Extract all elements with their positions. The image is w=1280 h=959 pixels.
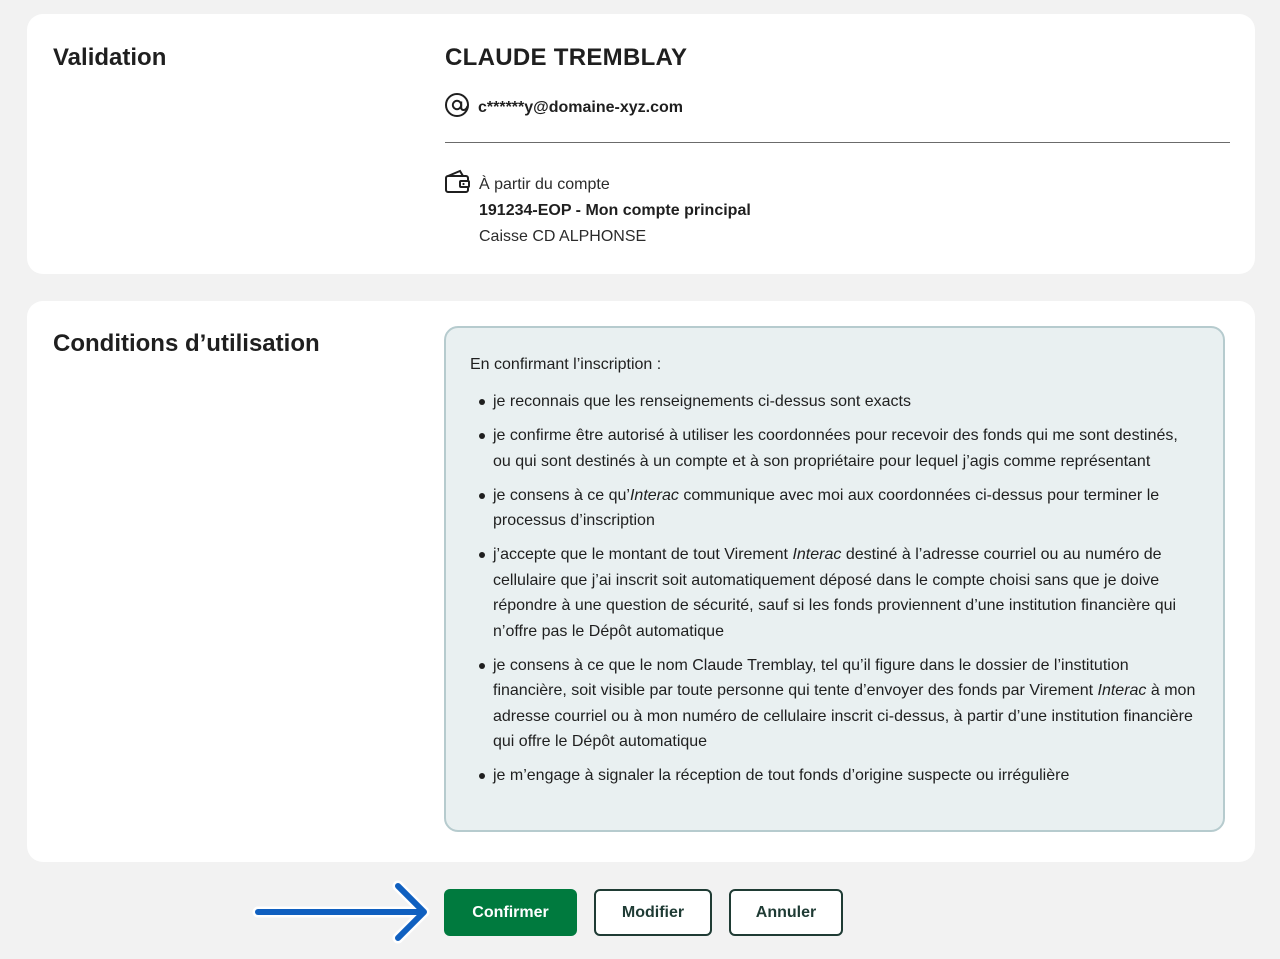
- validation-card: [27, 14, 1255, 274]
- arrow-right-icon: [250, 880, 440, 944]
- terms-item: je m’engage à signaler la réception de tout fonds d’origine suspecte ou irrégulière: [470, 763, 1199, 789]
- email-row: [444, 92, 683, 123]
- divider: [445, 142, 1230, 143]
- at-sign-icon: [444, 92, 470, 123]
- modify-button[interactable]: Modifier: [594, 889, 712, 936]
- terms-box: [444, 326, 1225, 832]
- confirm-button[interactable]: Confirmer: [444, 889, 577, 936]
- terms-item: j’accepte que le montant de tout Virement Interac destiné à l’adresse courriel ou au numéro de cellulaire que j’ai inscrit soit automatiquement déposé dans le compte choisi sans que je doive répondre à une question de sécurité, sauf si les fonds proviennent d’une institution financière qui n’offre pas le Dépôt automatique: [470, 542, 1199, 644]
- conditions-card: [27, 301, 1255, 862]
- account-caisse: Caisse CD ALPHONSE: [479, 228, 647, 245]
- terms-item: je confirme être autorisé à utiliser les coordonnées pour recevoir des fonds qui me sont destinés, ou qui sont destinés à un compte et à son propriétaire pour lequel j’agis comme représentant: [470, 423, 1199, 474]
- interac-brand: Interac: [629, 486, 679, 504]
- terms-intro: En confirmant l’inscription :: [470, 356, 662, 373]
- terms-list: [470, 389, 1199, 789]
- cancel-button[interactable]: Annuler: [729, 889, 843, 936]
- from-account-label: À partir du compte: [479, 175, 610, 193]
- recipient-email: c******y@domaine-xyz.com: [478, 98, 684, 116]
- terms-item: je consens à ce qu’Interac communique avec moi aux coordonnées ci-dessus pour terminer le processus d’inscription: [470, 483, 1199, 534]
- wallet-icon: [444, 169, 472, 200]
- terms-item: je reconnais que les renseignements ci-dessus sont exacts: [470, 389, 1199, 415]
- recipient-name: CLAUDE TREMBLAY: [445, 44, 688, 71]
- interac-brand: Interac: [792, 546, 842, 563]
- account-row: [444, 169, 610, 200]
- account-name: 191234-EOP - Mon compte principal: [479, 202, 751, 219]
- interac-brand: Interac: [1097, 682, 1147, 699]
- validation-title: Validation: [53, 44, 167, 71]
- conditions-title: Conditions d’utilisation: [53, 330, 320, 357]
- terms-item: je consens à ce que le nom Claude Tremblay, tel qu’il figure dans le dossier de l’institution financière, soit visible par toute personne qui tente d’envoyer des fonds par Virement Interac à mon adresse courriel ou à mon numéro de cellulaire inscrit ci-dessus, à partir d’une institution financière qui offre le Dépôt automatique: [470, 653, 1199, 755]
